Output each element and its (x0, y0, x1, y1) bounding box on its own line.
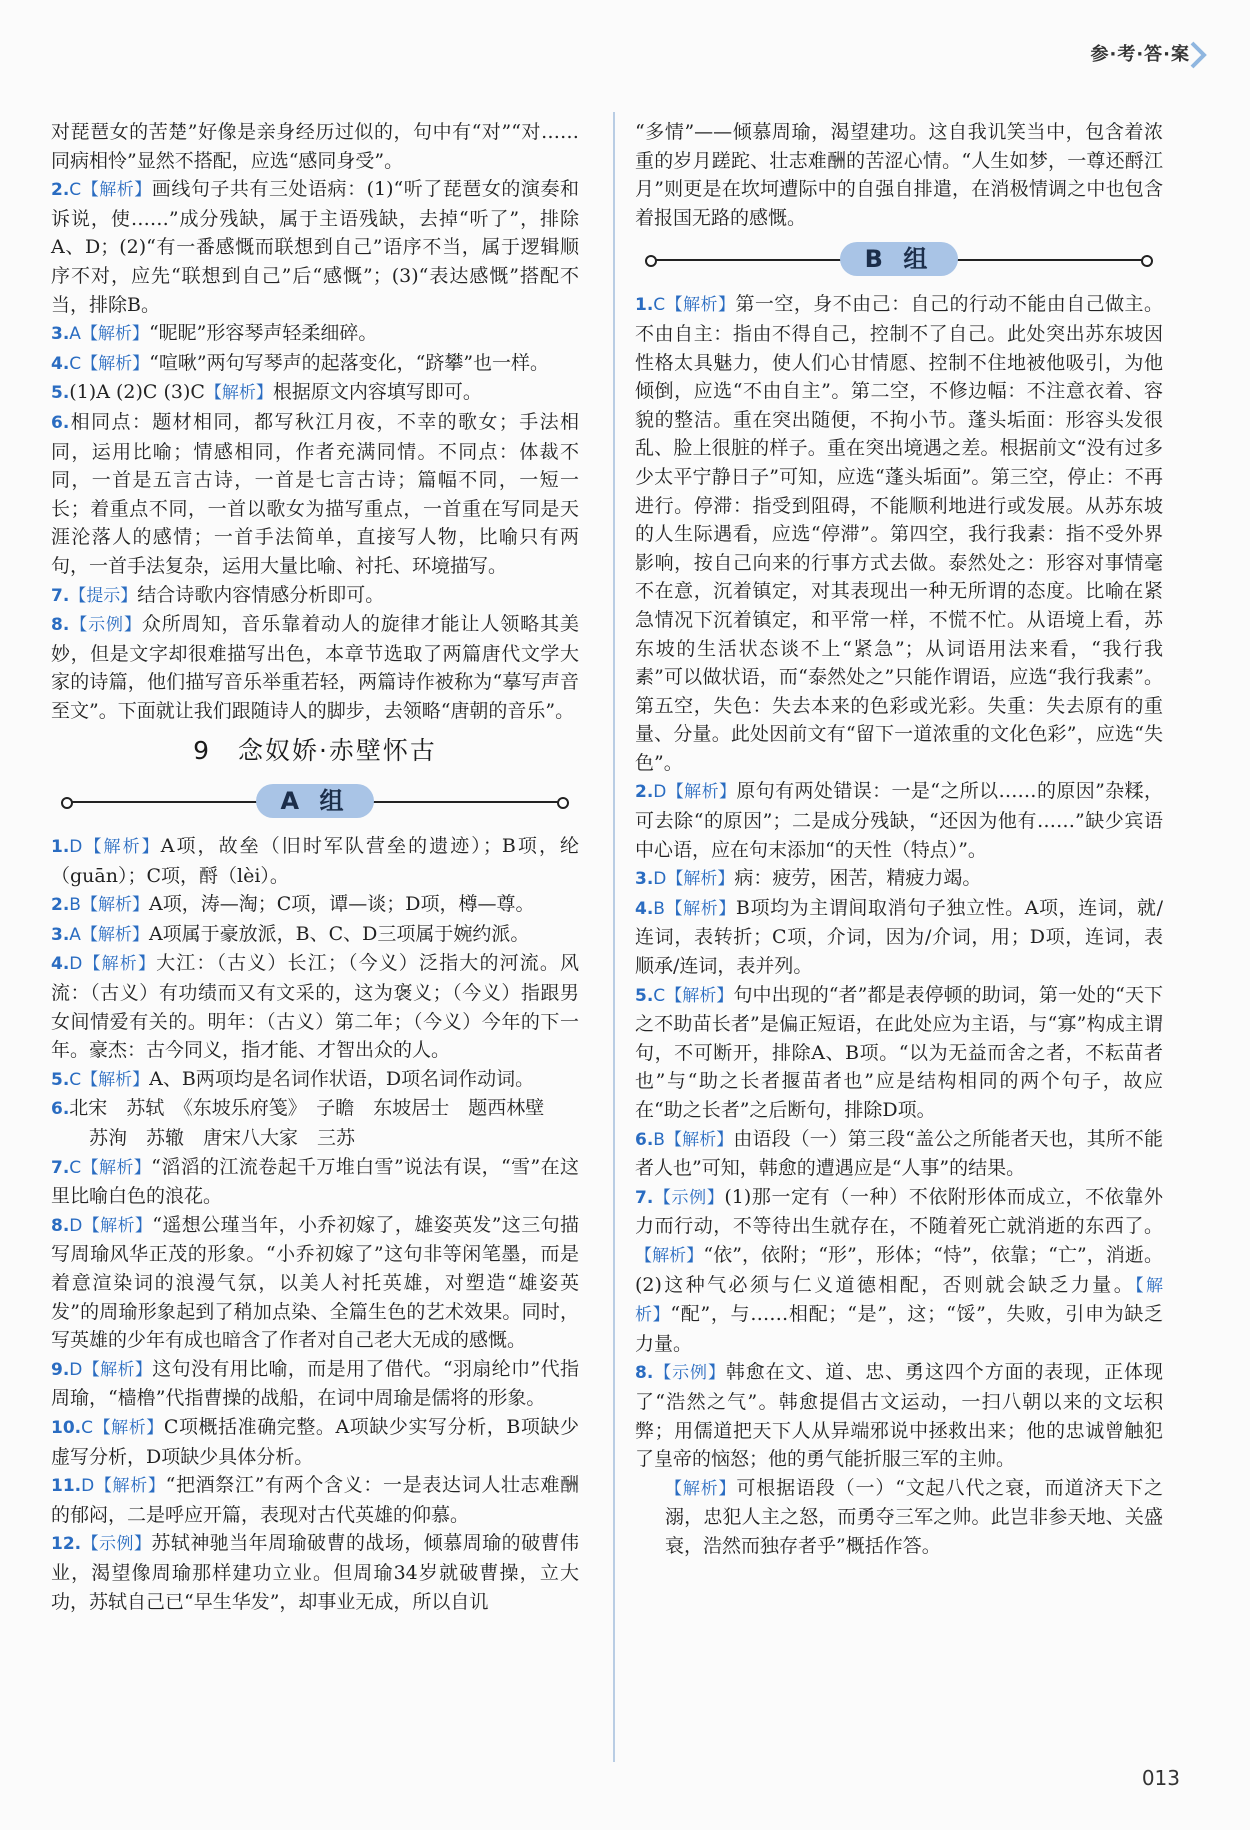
intro-continuation: 对琵琶女的苦楚”好像是亲身经历过似的，句中有“对”“对……同病相怜”显然不搭配，应选“感同身受”。 (51, 121, 579, 172)
a-item-4: 4.D【解析】大江：（古义）长江；（今义）泛指大的河流。风流：（古义）有功绩而又有文采的，这为褒义；（今义）指跟男女间情爱有关的。明年：（古义）第二年；（今义）今年的下一年。豪杰：古今同义，指才能、才智出众的人。 (51, 952, 579, 1062)
answer-item-8: 8.【示例】众所周知，音乐靠着动人的旋律才能让人领略其美妙，但是文字却很难描写出色，本章节选取了两篇唐代文学大家的诗篇，他们描写音乐举重若轻，两篇诗作被称为“摹写声音至文”。下面就让我们跟随诗人的脚步，去领略“唐朝的音乐”。 (51, 613, 579, 722)
chevron-right-icon (1186, 40, 1210, 70)
group-a-label: A 组 (256, 784, 374, 818)
a-item-5: 5.C【解析】A、B两项均是名词作状语，D项名词作动词。 (51, 1067, 535, 1090)
header-tag: 参·考·答·案 (1090, 44, 1190, 65)
a-item-9: 9.D【解析】这句没有用比喻，而是用了借代。“羽扇纶巾”代指周瑜，“樯橹”代指曹操的战船，在词中周瑜是儒将的形象。 (51, 1357, 579, 1410)
b-item-4: 4.B【解析】B项均为主谓间取消句子独立性。A项，连词，就/连词，表转折；C项，介词，因为/介词，用；D项，连词，表顺承/连词，表并列。 (635, 896, 1163, 978)
group-a-banner (51, 780, 579, 824)
column-divider (613, 112, 615, 1762)
b-item-3: 3.D【解析】病：疲劳，困苦，精疲力竭。 (635, 867, 982, 890)
answer-item-4: 4.C【解析】“喧啾”两句写琴声的起落变化，“跻攀”也一样。 (51, 351, 550, 374)
b-item-6: 6.B【解析】由语段（一）第三段“盖公之所能者天也，其所不能者人也”可知，韩愈的遭遇应是“人事”的结果。 (635, 1127, 1164, 1180)
answer-item-7: 7.【提示】结合诗歌内容情感分析即可。 (51, 583, 385, 606)
a-item-7: 7.C【解析】“滔滔的江流卷起千万堆白雪”说法有误，“雪”在这里比喻白色的浪花。 (51, 1155, 580, 1208)
b-item-8: 8.【示例】韩愈在文、道、忠、勇这四个方面的表现，正体现了“浩然之气”。韩愈提倡古文运动，一扫八朝以来的文坛积弊；用儒道把天下人从异端邪说中拯救出来；他的忠诚曾触犯了皇帝的恼怒；他的勇气能折服三军的主帅。 (635, 1361, 1163, 1471)
b-item-1: 1.C【解析】第一空，身不由己：自己的行动不能由自己做主。不由自主：指由不得自己，控制不了自己。此处突出苏东坡因性格太具魅力，使人们心甘情愿、控制不住地被他吸引，为他倾倒，应选“不由自主”。第二空，不修边幅：不注意衣着、容貌的整洁。重在突出随便，不拘小节。蓬头垢面：形容头发很乱、脸上很脏的样子。重在突出境遇之差。根据前文“没有过多少太平宁静日子”可知，应选“蓬头垢面”。第三空，停止：不再进行。停滞：指受到阻碍，不能顺利地进行或发展。从苏东坡的人生际遇看，应选“停滞”。第四空，我行我素：指不受外界影响，按自己向来的行事方式去做。泰然处之：形容对事情毫不在意，沉着镇定，对其表现出一种无所谓的态度。比喻在紧急情况下沉着镇定，和平常一样，不慌不忙。从语境上看，苏东坡的生活状态谈不上“紧急”；从词语用法来看，“我行我素”可以做状语，而“泰然处之”只能作谓语，应选“我行我素”。第五空，失色：失去本来的色彩或光彩。失重：失去原有的重量、分量。此处因前文有“留下一道浓重的文化色彩”，应选“失色”。 (635, 293, 1163, 774)
right-column (635, 118, 1163, 1561)
a-item-2: 2.B【解析】A项，涛—淘；C项，谭—谈；D项，樽—尊。 (51, 893, 535, 916)
left-column (51, 118, 579, 1616)
b-item-5: 5.C【解析】句中出现的“者”都是表停顿的助词，第一处的“天下之不助苗长者”是偏正短语，在此处应为主语，与“寡”构成主谓句，不可断开，排除A、B项。“以为无益而舍之者，不耘苗者也”与“助之长者揠苗者也”应是结构相同的两个句子，故应在“助之长者”之后断句，排除D项。 (635, 983, 1163, 1121)
a-item-6: 6.北宋 苏轼 《东坡乐府笺》 子瞻 东坡居士 题西林壁 (51, 1097, 545, 1120)
a-item-3: 3.A【解析】A项属于豪放派，B、C、D三项属于婉约派。 (51, 922, 530, 945)
page-number: 013 (1141, 1766, 1180, 1790)
group-b-banner (635, 238, 1163, 282)
a-item-8: 8.D【解析】“遥想公瑾当年，小乔初嫁了，雄姿英发”这三句描写周瑜风华正茂的形象。“小乔初嫁了”这句非等闲笔墨，而是着意渲染词的浪漫气氛，以美人衬托英雄，对塑造“雄姿英发”的周瑜形象起到了稍加点染、全篇生色的艺术效果。同时，写英雄的少年有成也暗含了作者对自己老大无成的感慨。 (51, 1213, 579, 1352)
b-item-8-analysis: 【解析】可根据语段（一）“文起八代之衰，而道济天下之溺，忠犯人主之怒，而勇夺三军之帅。此岂非参天地、关盛衰，浩然而独存者乎”概括作答。 (665, 1476, 1163, 1557)
a-item-6-line2: 苏洵 苏辙 唐宋八大家 三苏 (89, 1127, 356, 1149)
b-item-7: 7.【示例】(1)那一定有（一种）不依附形体而成立，不依靠外力而行动，不等待出生就存在，不随着死亡就消逝的东西了。【解析】“依”，依附；“形”，形体；“恃”，依靠；“亡”，消逝。(2)这种气必须与仁义道德相配，否则就会缺乏力量。【解析】“配”，与……相配；“是”，这；“馁”，失败，引申为缺乏力量。 (635, 1185, 1164, 1355)
a-item-10: 10.C【解析】C项概括准确完整。A项缺少实写分析，B项缺少虚写分析，D项缺少具体分析。 (51, 1415, 579, 1468)
group-b-label: B 组 (840, 242, 958, 276)
answer-item-2: 2.C【解析】画线句子共有三处语病：(1)“听了琵琶女的演奏和诉说，使……”成分残缺，属于主语残缺，去掉“听了”，排除A、D；(2)“有一番感慨而联想到自己”语序不当，属于逻辑顺序不对，应先“联想到自己”后“感慨”；(3)“表达感慨”搭配不当，排除B。 (51, 178, 579, 316)
b-item-2: 2.D【解析】原句有两处错误：一是“之所以……的原因”杂糅，可去除“的原因”；二是成分残缺，“还因为他有……”缺少宾语中心语，应在句末添加“的天性（特点）”。 (635, 780, 1164, 861)
answer-item-3: 3.A【解析】“昵昵”形容琴声轻柔细碎。 (51, 322, 378, 345)
a-item-1: 1.D【解析】A项，故垒（旧时军队营垒的遗迹）；B项，纶（guān）；C项，酹（lèi）。 (51, 835, 579, 887)
a-item-11: 11.D【解析】“把酒祭江”有两个含义：一是表达词人壮志难酬的郁闷，二是呼应开篇，表现对古代英雄的仰慕。 (51, 1474, 579, 1526)
right-intro: “多情”——倾慕周瑜，渴望建功。这自我讥笑当中，包含着浓重的岁月蹉跎、壮志难酬的苦涩心情。“人生如梦，一尊还酹江月”则更是在坎坷遭际中的自强自排遣，在消极情调之中也包含着报国无路的感慨。 (635, 121, 1163, 229)
answer-item-6: 6.相同点：题材相同，都写秋江月夜，不幸的歌女；手法相同，运用比喻；情感相同，作者充满同情。不同点：体裁不同，一首是五言古诗，一首是七言古诗；篇幅不同，一短一长；着重点不同，一首以歌女为描写重点，一首重在写同是天涯沦落人的感情；一首手法简单，直接写人物，比喻只有两句，一首手法复杂，运用大量比喻、衬托、环境描写。 (51, 410, 579, 577)
section-title: 9 念奴娇·赤壁怀古 (193, 736, 437, 766)
a-item-12: 12.【示例】苏轼神驰当年周瑜破曹的战场，倾慕周瑜的破曹伟业，渴望像周瑜那样建功立业。但周瑜34岁就破曹操，立大功，苏轼自己已“早生华发”，却事业无成，所以自讥 (51, 1532, 579, 1613)
answer-item-5: 5.(1)A (2)C (3)C【解析】根据原文内容填写即可。 (51, 381, 482, 404)
